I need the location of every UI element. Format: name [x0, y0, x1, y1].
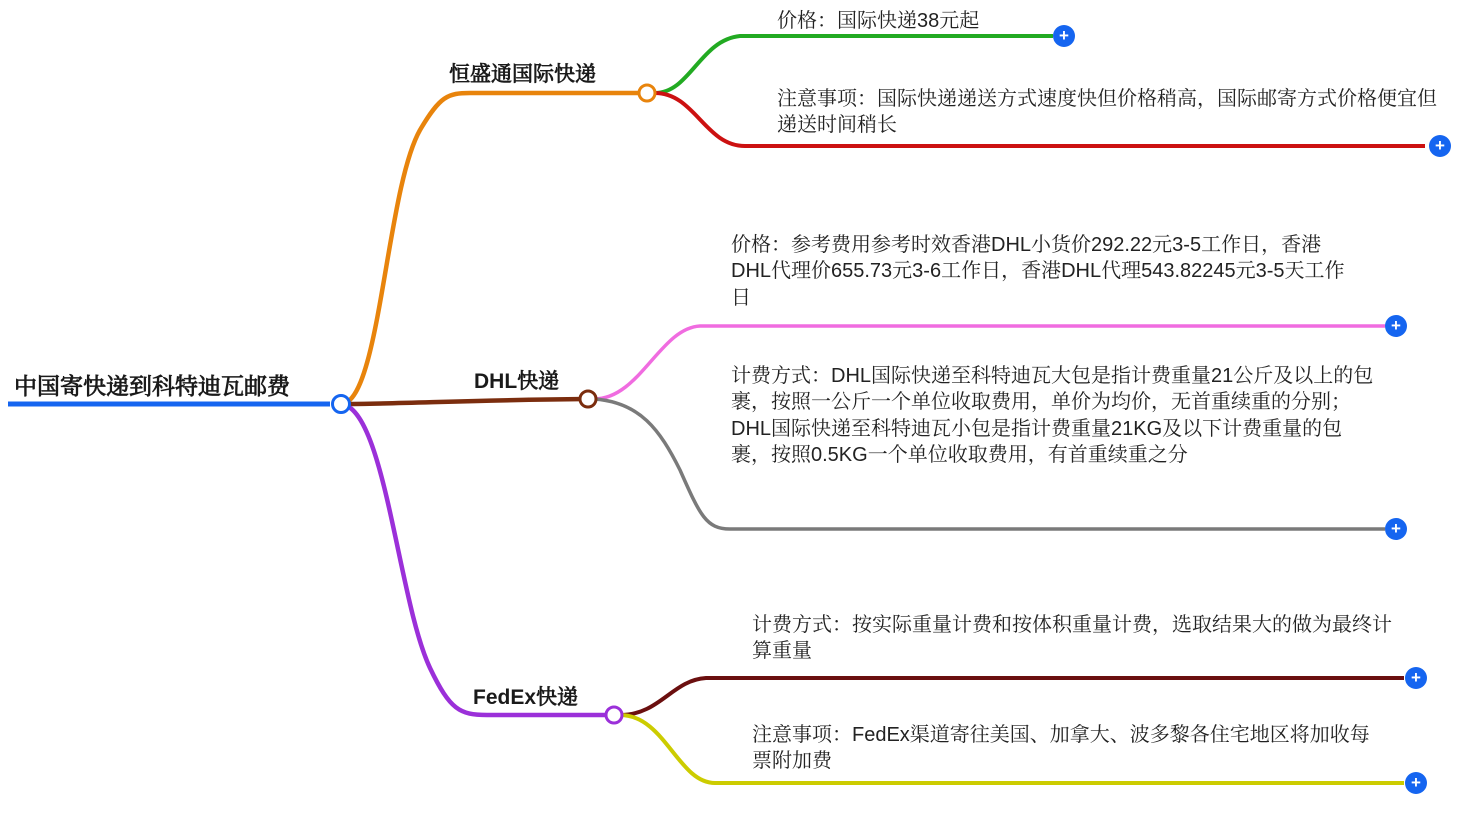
leaf-text-1-0[interactable]: 价格：参考费用参考时效香港DHL小货价292.22元3-5工作日，香港DHL代理价655.73元3-6工作日，香港DHL代理543.82245元3-5天工作日	[731, 234, 1345, 309]
leaf-text-0-0[interactable]: 价格：国际快递38元起	[777, 10, 980, 32]
edge-branch-2-child-0	[620, 678, 1404, 715]
expand-button-1-0[interactable]: +	[1385, 315, 1407, 337]
branch-node-0	[639, 85, 655, 101]
edge-branch-0-child-0	[655, 36, 1053, 93]
branch-label-2[interactable]: FedEx快递	[473, 686, 579, 709]
leaf-text-0-1[interactable]: 注意事项：国际快递递送方式速度快但价格稍高，国际邮寄方式价格便宜但递送时间稍长	[777, 88, 1437, 137]
expand-button-0-1[interactable]: +	[1429, 135, 1451, 157]
expand-button-0-0[interactable]: +	[1053, 25, 1075, 47]
expand-button-2-1[interactable]: +	[1405, 772, 1427, 794]
branch-node-1	[580, 391, 596, 407]
expand-button-1-1[interactable]: +	[1385, 518, 1407, 540]
edge-root-to-branch-0	[341, 93, 646, 404]
leaf-text-1-1[interactable]: 计费方式：DHL国际快递至科特迪瓦大包是指计费重量21公斤及以上的包裹，按照一公斤一个单位收取费用，单价为均价，无首重续重的分别；DHL国际快递至科特迪瓦小包是指计费重量21KG及以下计费重量的包裹，按照0.5KG一个单位收取费用，有首重续重之分	[731, 365, 1374, 467]
edge-root-to-branch-1	[341, 399, 585, 404]
expand-button-2-0[interactable]: +	[1405, 667, 1427, 689]
leaf-text-2-1[interactable]: 注意事项：FedEx渠道寄往美国、加拿大、波多黎各住宅地区将加收每票附加费	[752, 724, 1370, 773]
branch-label-1[interactable]: DHL快递	[474, 370, 560, 393]
leaf-text-2-0[interactable]: 计费方式：按实际重量计费和按体积重量计费，选取结果大的做为最终计算重量	[752, 614, 1392, 663]
branch-label-0[interactable]: 恒盛通国际快递	[449, 63, 596, 86]
root-node	[333, 396, 350, 413]
branch-node-2	[606, 707, 622, 723]
root-label[interactable]: 中国寄快递到科特迪瓦邮费	[14, 373, 290, 399]
edge-root-to-branch-2	[341, 404, 611, 715]
